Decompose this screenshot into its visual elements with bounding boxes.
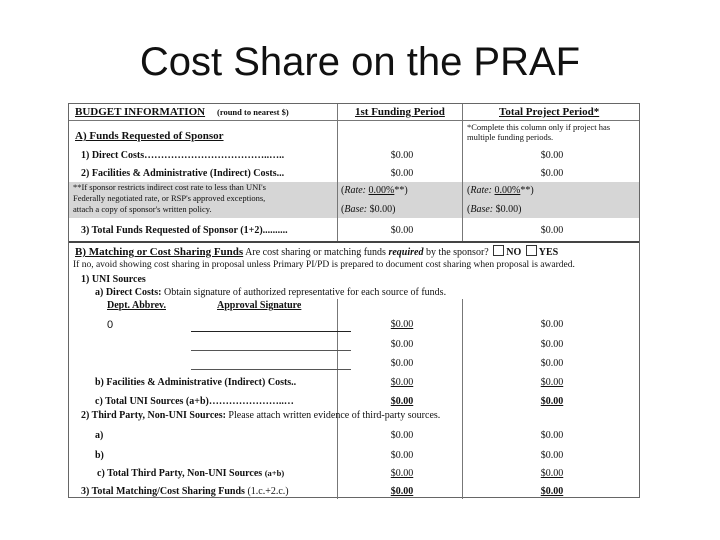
fa-costs-period1: $0.00 xyxy=(390,168,414,179)
dept-value[interactable]: 0 xyxy=(107,319,114,331)
direct-costs-label: 1) Direct Costs………………………………..….. xyxy=(81,150,285,161)
yes-checkbox[interactable] xyxy=(526,245,537,256)
question-pre: Are cost sharing or matching funds xyxy=(245,247,389,258)
tp-total-label: c) Total Third Party, Non-UNI Sources xyxy=(97,468,263,479)
total-requested-total: $0.00 xyxy=(540,225,564,236)
b-direct-costs-label: a) Direct Costs: xyxy=(95,287,162,298)
tp-a-label: a) xyxy=(95,430,104,441)
slide-title: Cost Share on the PRAF xyxy=(139,40,581,84)
signature-line-1[interactable] xyxy=(191,331,351,332)
b-fa-costs-total: $0.00 xyxy=(540,377,564,388)
header-rule xyxy=(69,120,639,121)
tp-b-period1: $0.00 xyxy=(390,450,414,461)
uni-row-1-total: $0.00 xyxy=(540,319,564,330)
third-party-note: Please attach written evidence of third-party sources. xyxy=(228,410,441,421)
base-label-2: Base: xyxy=(470,204,494,215)
col1-header: 1st Funding Period xyxy=(355,106,445,118)
total-uni-total: $0.00 xyxy=(540,396,564,407)
total-requested-period1: $0.00 xyxy=(390,225,414,236)
third-party-line xyxy=(81,410,440,421)
budget-info-heading: BUDGET INFORMATION xyxy=(75,106,206,118)
rate-period1: (Rate: 0.00%**) xyxy=(341,185,408,196)
tp-b-total: $0.00 xyxy=(540,450,564,461)
grand-total-suffix: (1.c.+2.c.) xyxy=(247,486,289,497)
fa-costs-label: 2) Facilities & Administrative (Indirect) Costs... xyxy=(81,168,285,179)
restrict-note xyxy=(73,182,266,215)
base-period1: (Base: $0.00) xyxy=(341,204,396,215)
grand-total-label: 3) Total Matching/Cost Sharing Funds xyxy=(81,486,245,497)
no-checkbox[interactable] xyxy=(493,245,504,256)
restrict-note-line-3: attach a copy of sponsor's written policy. xyxy=(73,204,212,214)
section-divider xyxy=(69,241,639,243)
question-post: by the sponsor? xyxy=(423,247,489,258)
rate-stars-2: ** xyxy=(520,185,531,196)
uni-row-1-period1: $0.00 xyxy=(390,319,414,330)
total-requested-label: 3) Total Funds Requested of Sponsor (1+2).......... xyxy=(81,225,288,236)
tp-a-period1: $0.00 xyxy=(390,430,414,441)
b-fa-costs-label: b) Facilities & Administrative (Indirect) Costs.. xyxy=(95,377,297,388)
rate-label-2: Rate: xyxy=(470,185,492,196)
dept-abbrev-header: Dept. Abbrev. xyxy=(107,300,166,311)
uni-row-3-period1: $0.00 xyxy=(390,358,414,369)
grand-total-line xyxy=(81,486,289,497)
third-party-label: 2) Third Party, Non-UNI Sources: xyxy=(81,410,226,421)
signature-line-2[interactable] xyxy=(191,350,351,351)
base-value-2[interactable]: $0.00 xyxy=(495,204,519,215)
yes-label: YES xyxy=(538,247,559,258)
rate-total: (Rate: 0.00%**) xyxy=(467,185,534,196)
rate-label-1: Rate: xyxy=(344,185,366,196)
total-uni-period1: $0.00 xyxy=(390,396,414,407)
total-uni-label: c) Total UNI Sources (a+b)…………………..… xyxy=(95,396,294,407)
direct-costs-total: $0.00 xyxy=(540,150,564,161)
fa-costs-total: $0.00 xyxy=(540,168,564,179)
uni-row-2-total: $0.00 xyxy=(540,339,564,350)
base-total: (Base: $0.00) xyxy=(467,204,522,215)
tp-a-total: $0.00 xyxy=(540,430,564,441)
restrict-note-line-1: **If sponsor restricts indirect cost rate to less than UNI's xyxy=(73,182,266,192)
rate-stars-1: ** xyxy=(394,185,405,196)
round-note: (round to nearest $) xyxy=(217,107,289,117)
uni-row-2-period1: $0.00 xyxy=(390,339,414,350)
base-value-1[interactable]: $0.00 xyxy=(369,204,393,215)
no-label: NO xyxy=(506,247,522,258)
signature-line-3[interactable] xyxy=(191,369,351,370)
tp-total-total: $0.00 xyxy=(540,468,564,479)
rate-value-1[interactable]: 0.00% xyxy=(368,185,395,196)
avoid-note: If no, avoid showing cost sharing in proposal unless Primary PI/PD is prepared to document cost sharing when proposal is awarded. xyxy=(73,260,575,270)
col2-note: *Complete this column only if project has multiple funding periods. xyxy=(467,122,611,142)
question-required: required xyxy=(388,247,424,258)
restrict-note-line-2: Federally negotiated rate, or RSP's approved exceptions, xyxy=(73,193,266,203)
approval-sig-header: Approval Signature xyxy=(217,300,302,311)
section-b-title: B) Matching or Cost Sharing Funds xyxy=(75,246,244,258)
grand-total-period1: $0.00 xyxy=(390,486,414,497)
b-direct-costs-note: Obtain signature of authorized representative for each source of funds. xyxy=(163,287,447,298)
tp-total-line xyxy=(97,468,284,479)
section-b-header xyxy=(75,245,558,258)
uni-sources-label: 1) UNI Sources xyxy=(81,274,146,285)
direct-costs-period1: $0.00 xyxy=(390,150,414,161)
col2-header: Total Project Period* xyxy=(499,106,600,118)
base-label-1: Base: xyxy=(344,204,368,215)
grand-total-total: $0.00 xyxy=(540,486,564,497)
budget-form xyxy=(68,103,640,498)
b-fa-costs-period1: $0.00 xyxy=(390,377,414,388)
rate-value-2[interactable]: 0.00% xyxy=(494,185,521,196)
tp-total-suffix: (a+b) xyxy=(264,468,285,478)
uni-row-3-total: $0.00 xyxy=(540,358,564,369)
tp-b-label: b) xyxy=(95,450,104,461)
direct-costs-line xyxy=(95,287,446,298)
section-a-title: A) Funds Requested of Sponsor xyxy=(75,130,224,142)
tp-total-period1: $0.00 xyxy=(390,468,414,479)
